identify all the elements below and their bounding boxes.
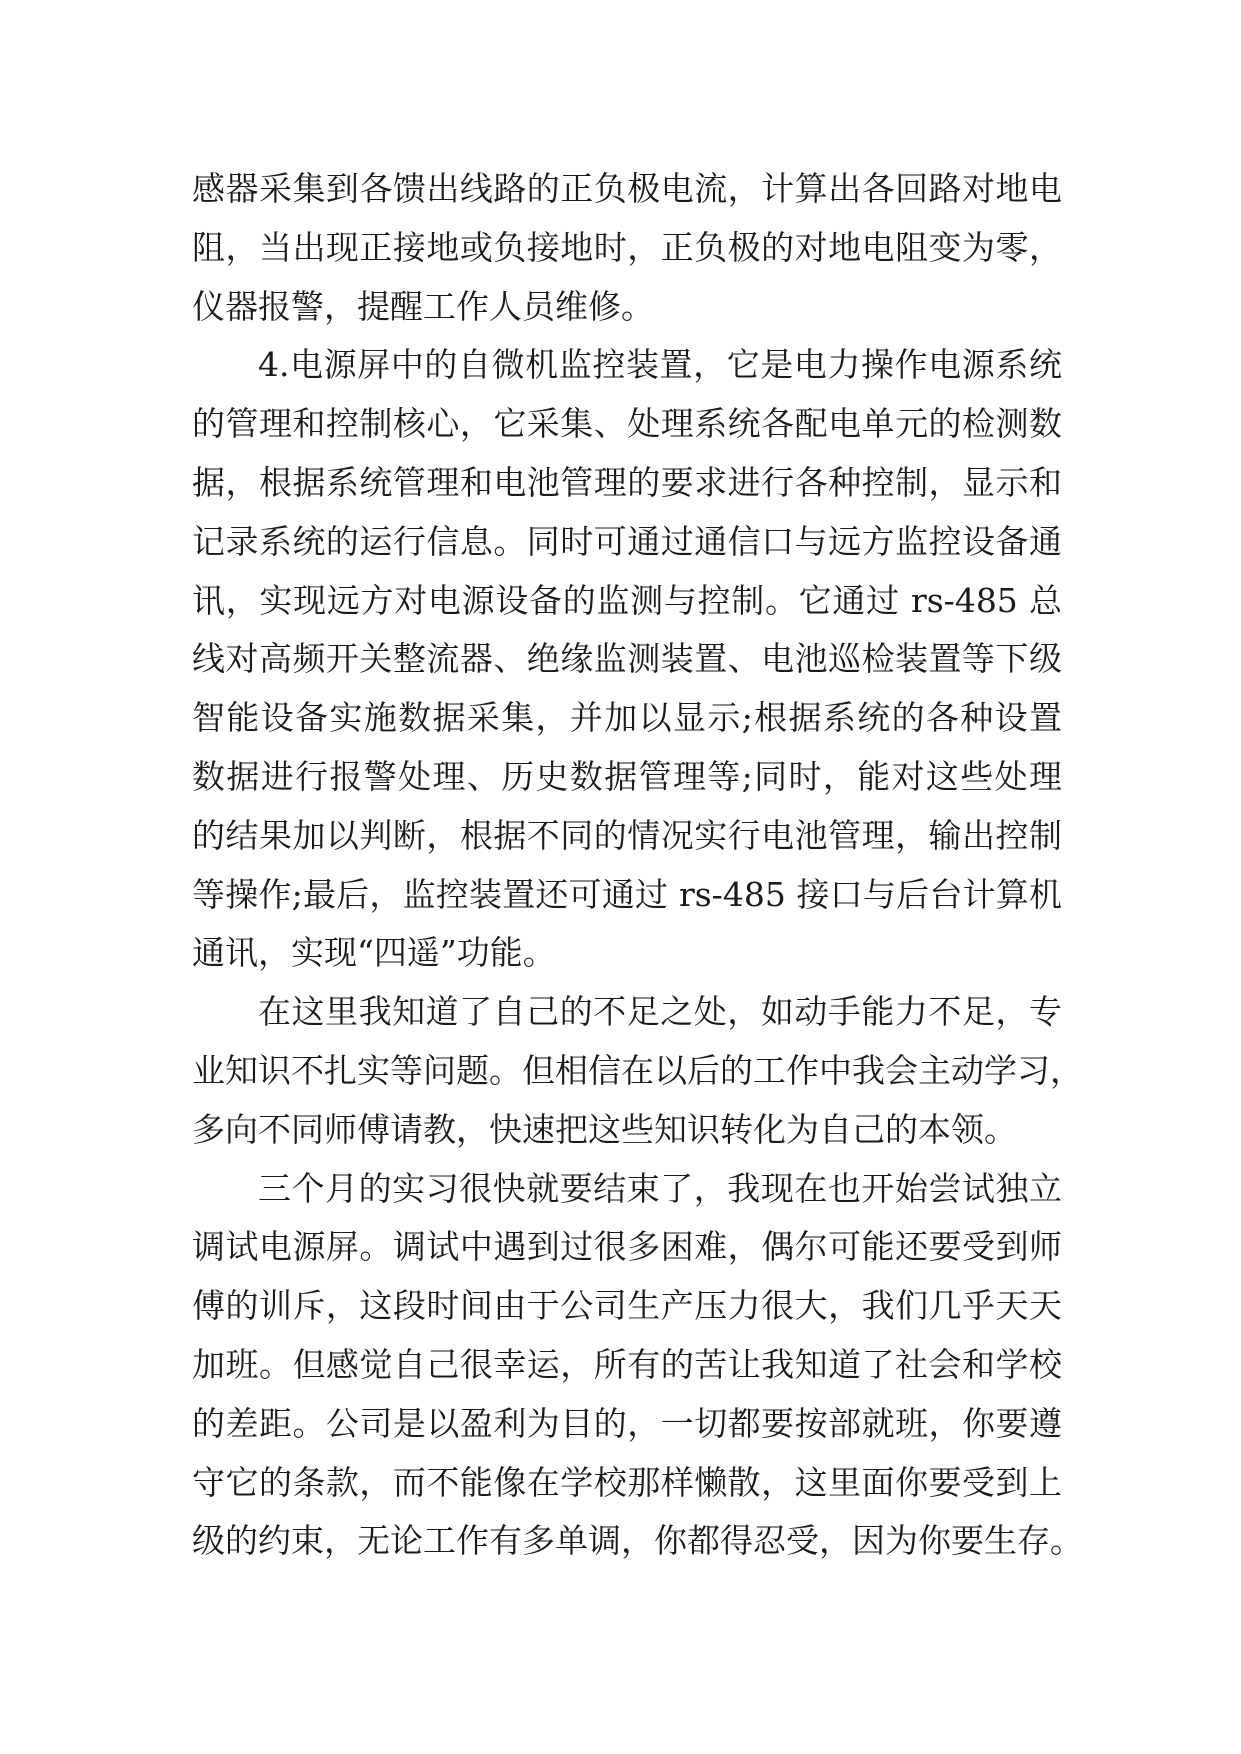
text-line: 感器采集到各馈出线路的正负极电流，计算出各回路对地电 [192, 169, 1062, 208]
text-line: 业知识不扎实等问题。但相信在以后的工作中我会主动学习， [192, 1050, 1083, 1090]
text-line: 的管理和控制核心，它采集、处理系统各配电单元的检测数 [192, 404, 1062, 444]
text-line: 在这里我知道了自己的不足之处，如动手能力不足，专 [258, 992, 1062, 1032]
text-line: 阻，当出现正接地或负接地时，正负极的对地电阻变为零， [192, 227, 1062, 267]
text-line: 傅的训斥，这段时间由于公司生产压力很大，我们几乎天天 [192, 1286, 1062, 1326]
text-line: 等操作;最后，监控装置还可通过 rs-485 接口与后台计算机 [192, 874, 1062, 914]
paragraph [192, 983, 1083, 1159]
text-line: 记录系统的运行信息。同时可通过通信口与远方监控设备通 [192, 521, 1062, 561]
text-line: 三个月的实习很快就要结束了，我现在也开始尝试独立 [258, 1168, 1062, 1208]
text-line: 4.电源屏中的自微机监控装置，它是电力操作电源系统 [258, 345, 1062, 385]
text-line: 据，根据系统管理和电池管理的要求进行各种控制，显示和 [192, 462, 1062, 502]
text-line: 智能设备实施数据采集，并加以显示;根据系统的各种设置 [192, 698, 1062, 738]
text-line: 加班。但感觉自己很幸运，所有的苦让我知道了社会和学校 [192, 1344, 1062, 1384]
text-line: 的结果加以判断，根据不同的情况实行电池管理，输出控制 [192, 815, 1062, 855]
text-line: 多向不同师傅请教，快速把这些知识转化为自己的本领。 [192, 1109, 1017, 1149]
text-line: 的差距。公司是以盈利为目的，一切都要按部就班，你要遵 [192, 1403, 1062, 1443]
text-line: 线对高频开关整流器、绝缘监测装置、电池巡检装置等下级 [192, 639, 1062, 679]
text-line: 级的约束，无论工作有多单调，你都得忍受，因为你要生存。 [192, 1521, 1083, 1561]
text-line: 调试电源屏。调试中遇到过很多困难，偶尔可能还要受到师 [192, 1227, 1062, 1267]
paragraph [192, 160, 1062, 336]
text-line: 仪器报警，提醒工作人员维修。 [192, 286, 654, 326]
body-text [192, 160, 1083, 1571]
text-line: 数据进行报警处理、历史数据管理等;同时，能对这些处理 [192, 756, 1062, 796]
text-line: 通讯，实现“四遥”功能。 [192, 933, 556, 973]
text-line: 讯，实现远方对电源设备的监测与控制。它通过 rs-485 总 [192, 580, 1062, 620]
paragraph [192, 336, 1062, 983]
text-line: 守它的条款，而不能像在学校那样懒散，这里面你要受到上 [192, 1462, 1062, 1502]
paragraph [192, 1160, 1083, 1572]
